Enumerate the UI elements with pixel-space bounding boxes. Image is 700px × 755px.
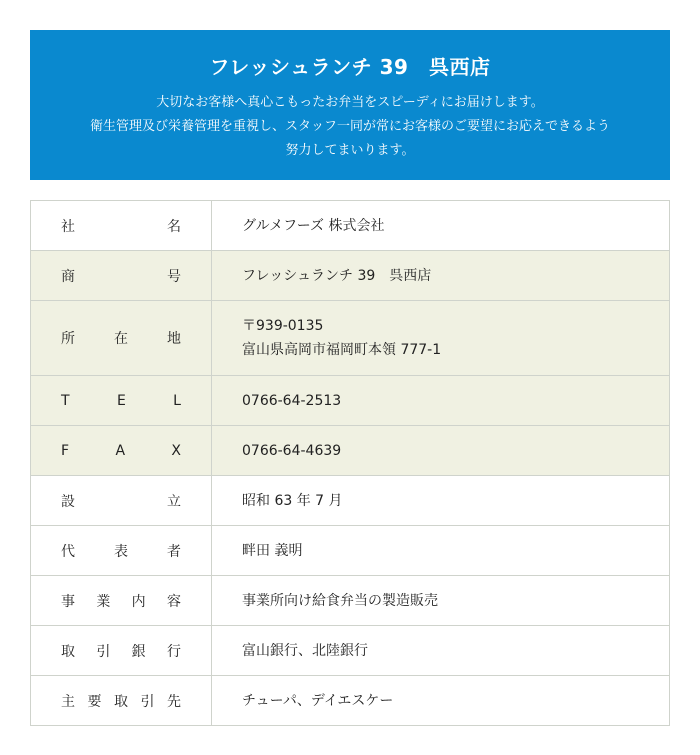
row-label-text bbox=[61, 393, 181, 409]
label-char: 立 bbox=[167, 493, 181, 510]
row-value-line: 富山県高岡市福岡町本領 777-1 bbox=[242, 342, 442, 358]
row-label-text bbox=[61, 443, 181, 459]
info-row bbox=[31, 301, 670, 376]
label-char: F bbox=[61, 442, 70, 459]
row-value-line: 畔田 義明 bbox=[242, 542, 303, 559]
label-char: E bbox=[116, 392, 126, 409]
row-label bbox=[31, 676, 212, 726]
row-label bbox=[31, 201, 212, 251]
row-value-line: 富山銀行、北陸銀行 bbox=[242, 642, 368, 659]
row-label bbox=[31, 476, 212, 526]
label-char: 名 bbox=[167, 218, 181, 235]
label-char: 行 bbox=[166, 643, 181, 660]
row-value bbox=[212, 301, 670, 376]
info-row bbox=[31, 426, 670, 476]
info-row bbox=[31, 526, 670, 576]
row-value bbox=[212, 426, 670, 476]
label-char: 要 bbox=[87, 693, 102, 710]
info-row bbox=[31, 251, 670, 301]
row-label-text bbox=[61, 541, 181, 561]
row-label bbox=[31, 301, 212, 376]
row-label bbox=[31, 376, 212, 426]
row-value-line: 〒939-0135 bbox=[242, 318, 324, 334]
row-label-text bbox=[61, 691, 181, 711]
row-value bbox=[212, 251, 670, 301]
company-info-body bbox=[31, 201, 670, 726]
info-row bbox=[31, 376, 670, 426]
label-char: 引 bbox=[96, 643, 111, 660]
label-char: 商 bbox=[61, 268, 75, 285]
label-char: 者 bbox=[167, 543, 181, 560]
description-line-1: 大切なお客様へ真心こもったお弁当をスピーディにお届けします。 bbox=[156, 95, 544, 110]
row-value-line: チューパ、デイエスケー bbox=[242, 692, 394, 709]
row-label-text bbox=[61, 591, 181, 611]
row-value-line: 0766-64-4639 bbox=[242, 442, 342, 459]
row-label-text bbox=[61, 216, 181, 236]
label-char: 取 bbox=[61, 643, 75, 660]
row-label-text bbox=[61, 641, 181, 661]
company-info-table bbox=[30, 200, 670, 726]
row-value bbox=[212, 376, 670, 426]
row-label bbox=[31, 426, 212, 476]
label-char: 在 bbox=[114, 331, 128, 347]
info-row bbox=[31, 201, 670, 251]
row-value-line: フレッシュランチ 39 呉西店 bbox=[242, 267, 432, 284]
row-label-text bbox=[61, 328, 181, 348]
row-value bbox=[212, 476, 670, 526]
info-row bbox=[31, 476, 670, 526]
info-row bbox=[31, 576, 670, 626]
label-char: 設 bbox=[61, 493, 75, 510]
row-value bbox=[212, 201, 670, 251]
info-row bbox=[31, 626, 670, 676]
row-label bbox=[31, 251, 212, 301]
row-label bbox=[31, 576, 212, 626]
label-char: 事 bbox=[61, 593, 75, 610]
label-char: X bbox=[171, 442, 181, 459]
row-value-line: グルメフーズ 株式会社 bbox=[242, 217, 385, 234]
label-char: T bbox=[61, 392, 70, 409]
label-char: 取 bbox=[114, 693, 128, 710]
row-value-line: 0766-64-2513 bbox=[242, 392, 342, 409]
label-char: A bbox=[115, 442, 126, 459]
label-char: 代 bbox=[61, 543, 75, 560]
row-label bbox=[31, 626, 212, 676]
store-description bbox=[30, 91, 670, 163]
row-value bbox=[212, 576, 670, 626]
store-title: フレッシュランチ 39 呉西店 bbox=[209, 55, 491, 79]
label-char: 引 bbox=[140, 693, 155, 710]
row-value-line: 昭和 63 年 7 月 bbox=[242, 492, 343, 509]
label-char: 所 bbox=[61, 331, 75, 347]
row-value bbox=[212, 526, 670, 576]
info-row bbox=[31, 676, 670, 726]
row-label-text bbox=[61, 491, 181, 511]
label-char: 地 bbox=[167, 331, 181, 347]
label-char: 内 bbox=[131, 593, 146, 610]
label-char: 社 bbox=[61, 218, 75, 235]
label-char: 号 bbox=[167, 268, 181, 285]
store-banner bbox=[30, 30, 670, 180]
label-char: 容 bbox=[166, 593, 181, 610]
row-value bbox=[212, 626, 670, 676]
label-char: 表 bbox=[114, 543, 128, 560]
description-line-2: 衛生管理及び栄養管理を重視し、スタッフ一同が常にお客様のご要望にお応えできるよう bbox=[89, 119, 610, 134]
label-char: 業 bbox=[96, 593, 111, 610]
description-line-3: 努力してまいります。 bbox=[285, 143, 415, 158]
row-value bbox=[212, 676, 670, 726]
label-char: 主 bbox=[61, 693, 75, 710]
label-char: 銀 bbox=[131, 643, 146, 660]
row-label bbox=[31, 526, 212, 576]
row-value-line: 事業所向け給食弁当の製造販売 bbox=[242, 592, 438, 609]
label-char: 先 bbox=[167, 693, 181, 710]
row-label-text bbox=[61, 266, 181, 286]
label-char: L bbox=[173, 392, 181, 409]
